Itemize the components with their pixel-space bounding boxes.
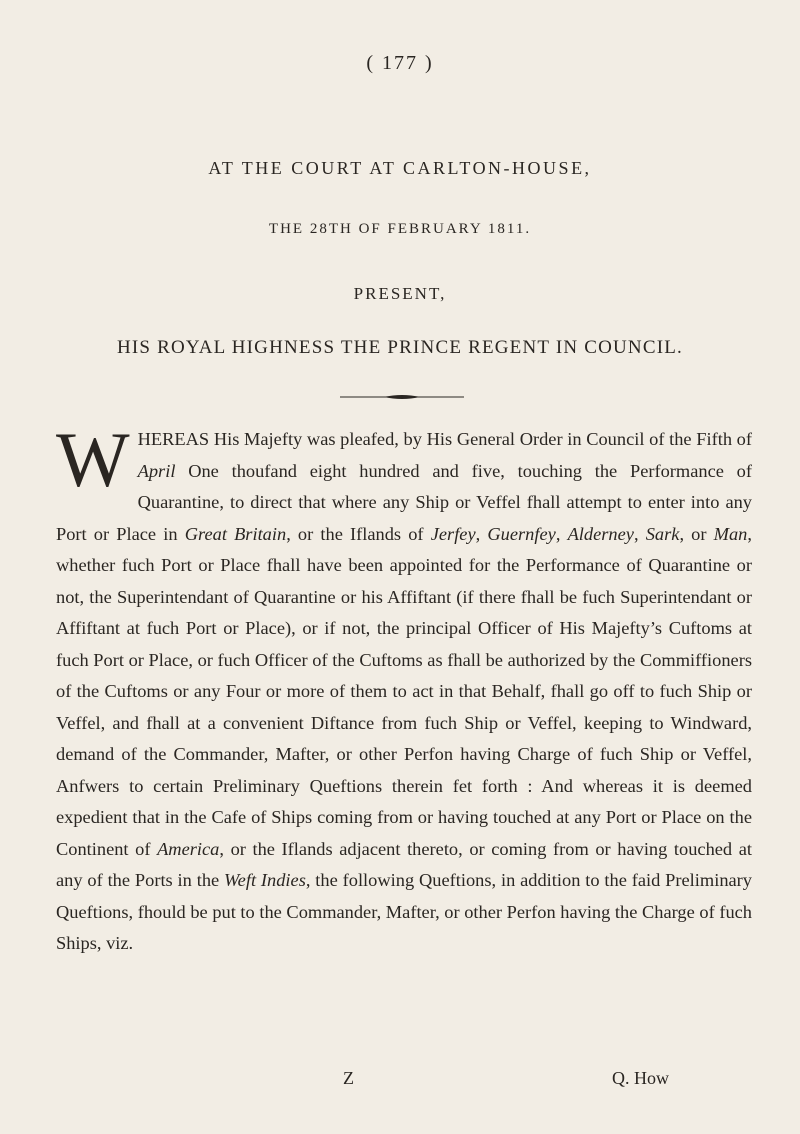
body-segment: One thoufand eight hundred and five, touching the Performance of Quarantine, to direct that where any Ship or Veffel fhall attempt to enter into any Port or Place in	[56, 460, 752, 544]
body-segment-italic: Man	[713, 523, 748, 544]
council-heading: HIS ROYAL HIGHNESS THE PRINCE REGENT IN COUNCIL.	[116, 337, 684, 358]
body-segment: ,	[475, 523, 488, 544]
present-heading: PRESENT,	[353, 284, 447, 303]
body-segment-italic: Alderney	[567, 523, 634, 544]
body-segment: , whether fuch Port or Place fhall have been appointed for the Performance of Quarantine or not, the Superintendant of Quarantine or his Affiftant (if there fhall be fuch Superintendant or Affiftant at fuch Port or Place), or if not, the principal Officer of His Majefty’s Cuftoms at fuch Port or Place, or fuch Officer of the Cuftoms as fhall be authorized by the Commiffioners of the Cuftoms or any Four or more of them to act in that Behalf, fhall go off to fuch Ship or Veffel, and fhall at a convenient Diftance from fuch Ship or Veffel, keeping to Windward, demand of the Commander, Mafter, or other Perfon having Charge of fuch Ship or Veffel, Anfwers to certain Preliminary Queftions therein fet forth : And whereas it is deemed expedient that in the Cafe of Ships coming from or having touched at any Port or Place on the Continent of	[56, 523, 752, 859]
body-segment: , the following Queftions, in addition to the faid Preliminary Queftions, fhould be put to the Commander, Mafter, or other Perfon having the Charge of fuch Ships, viz.	[56, 870, 752, 953]
drop-cap: W	[56, 416, 128, 503]
body-segment-italic: America	[157, 838, 220, 859]
body-segment-italic: Weft Indies	[224, 870, 306, 890]
date-heading: THE 28TH OF FEBRUARY 1811.	[268, 221, 532, 237]
court-heading: AT THE COURT AT CARLTON-HOUSE,	[208, 158, 592, 178]
page-number: ( 177 )	[366, 52, 434, 74]
ornamental-divider	[340, 394, 464, 400]
body-segment: ,	[555, 523, 568, 544]
body-segment: , or the Iflands of	[286, 523, 431, 544]
body-segment-italic: Guernfey	[487, 523, 556, 544]
body-segment-italic: Great Britain	[184, 523, 287, 544]
body-segment: HEREAS His Majefty was pleafed, by His General Order in Council of the Fifth of	[137, 429, 752, 449]
body-segment: , or the Iflands adjacent thereto, or coming from or having touched at any of the Ports in the	[56, 838, 752, 890]
body-segment: ,	[633, 523, 646, 544]
body-segment-italic: Sark	[645, 523, 680, 544]
catchword: Q. How	[612, 1068, 669, 1088]
body-segment-italic: April	[137, 460, 176, 481]
signature-mark: Z	[343, 1068, 354, 1088]
order-body-text	[56, 416, 752, 960]
body-segment-italic: Jerfey	[430, 523, 476, 544]
body-segment: , or	[679, 523, 714, 544]
